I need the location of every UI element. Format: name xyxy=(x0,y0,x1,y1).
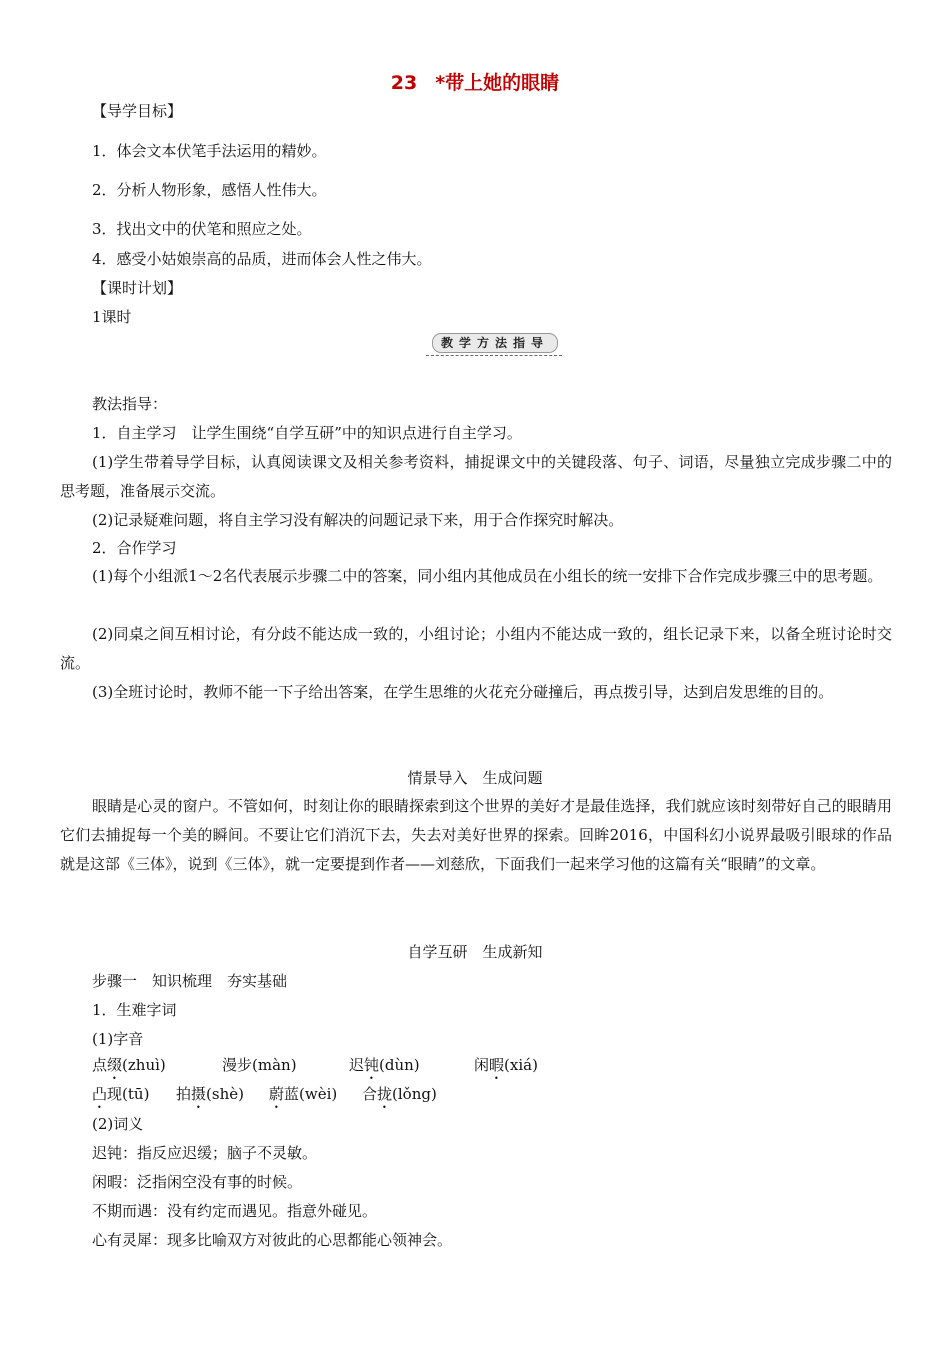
badge-divider xyxy=(426,355,562,356)
meaning-item-4: 心有灵犀：现多比喻双方对彼此的心思都能心领神会。 xyxy=(92,1231,453,1249)
pronunciation-row-2 xyxy=(92,1084,437,1112)
pronunciation-heading: (1)字音 xyxy=(92,1030,144,1048)
method-self-study-2: (2)记录疑难问题，将自主学习没有解决的问题记录下来，用于合作探究时解决。 xyxy=(92,511,624,529)
pron-item: 凸现(tū) xyxy=(92,1085,150,1103)
pron-item: 闲暇(xiá) xyxy=(474,1056,538,1074)
pron-item: 迟钝(dùn) xyxy=(349,1056,420,1074)
meaning-item-1: 迟钝：指反应迟缓；脑子不灵敏。 xyxy=(92,1144,318,1162)
goal-item-2: 2．分析人物形象，感悟人性伟大。 xyxy=(92,181,327,199)
vocab-heading: 1．生难字词 xyxy=(92,1001,177,1019)
goal-item-3: 3．找出文中的伏笔和照应之处。 xyxy=(92,220,312,238)
goals-heading: 【导学目标】 xyxy=(92,102,183,120)
meaning-heading: (2)词义 xyxy=(92,1115,144,1133)
method-self-study: 1．自主学习 让学生围绕“自学互研”中的知识点进行自主学习。 xyxy=(92,424,522,442)
meaning-item-3: 不期而遇：没有约定而遇见。指意外碰见。 xyxy=(92,1202,378,1220)
method-cooperation-3: (3)全班讨论时，教师不能一下子给出答案，在学生思维的火花充分碰撞后，再点拨引导，达到启发思维的目的。 xyxy=(92,683,834,701)
method-heading: 教法指导： xyxy=(92,395,168,413)
study-step-1: 步骤一 知识梳理 夯实基础 xyxy=(92,972,288,990)
goal-item-1: 1．体会文本伏笔手法运用的精妙。 xyxy=(92,142,327,160)
pron-item: 漫步(màn) xyxy=(222,1056,297,1074)
method-cooperation-1: (1)每个小组派1～2名代表展示步骤二中的答案，同小组内其他成员在小组长的统一安排下合作完成步骤三中的思考题。 xyxy=(92,567,883,585)
lesson-number: 23 xyxy=(390,72,418,94)
meaning-item-2: 闲暇：泛指闲空没有事的时候。 xyxy=(92,1173,303,1191)
intro-heading: 情景导入 生成问题 xyxy=(407,769,543,787)
schedule-value: 1课时 xyxy=(92,308,132,326)
pron-item: 蔚蓝(wèi) xyxy=(269,1085,338,1103)
study-heading: 自学互研 生成新知 xyxy=(407,943,543,961)
method-self-study-1: (1)学生带着导学目标，认真阅读课文及相关参考资料，捕捉课文中的关键段落、句子、词语，尽量独立完成步骤二中的思考题，准备展示交流。 xyxy=(60,453,892,500)
method-cooperation-2: (2)同桌之间互相讨论，有分歧不能达成一致的，小组讨论；小组内不能达成一致的，组长记录下来，以备全班讨论时交流。 xyxy=(60,625,892,672)
method-guide-label: 教学方法指导 xyxy=(432,333,558,353)
pron-item: 拍摄(shè) xyxy=(176,1085,244,1103)
method-cooperation: 2．合作学习 xyxy=(92,539,177,557)
lesson-title xyxy=(0,68,950,95)
goal-item-4: 4．感受小姑娘崇高的品质，进而体会人性之伟大。 xyxy=(92,250,432,268)
method-guide-badge xyxy=(426,332,562,354)
pron-item: 合拢(lǒng) xyxy=(362,1085,437,1103)
pronunciation-row-1 xyxy=(92,1055,538,1083)
lesson-name: *带上她的眼睛 xyxy=(435,72,560,94)
intro-body: 眼睛是心灵的窗户。不管如何，时刻让你的眼睛探索到这个世界的美好才是最佳选择，我们就应该时刻带好自己的眼睛用它们去捕捉每一个美的瞬间。不要让它们消沉下去，失去对美好世界的探索。回眸2016，中国科幻小说界最吸引眼球的作品就是这部《三体》，说到《三体》，就一定要提到作者——刘慈欣，下面我们一起来学习他的这篇有关“眼睛”的文章。 xyxy=(60,797,892,873)
pron-item: 点缀(zhuì) xyxy=(92,1056,166,1074)
schedule-heading: 【课时计划】 xyxy=(92,279,183,297)
